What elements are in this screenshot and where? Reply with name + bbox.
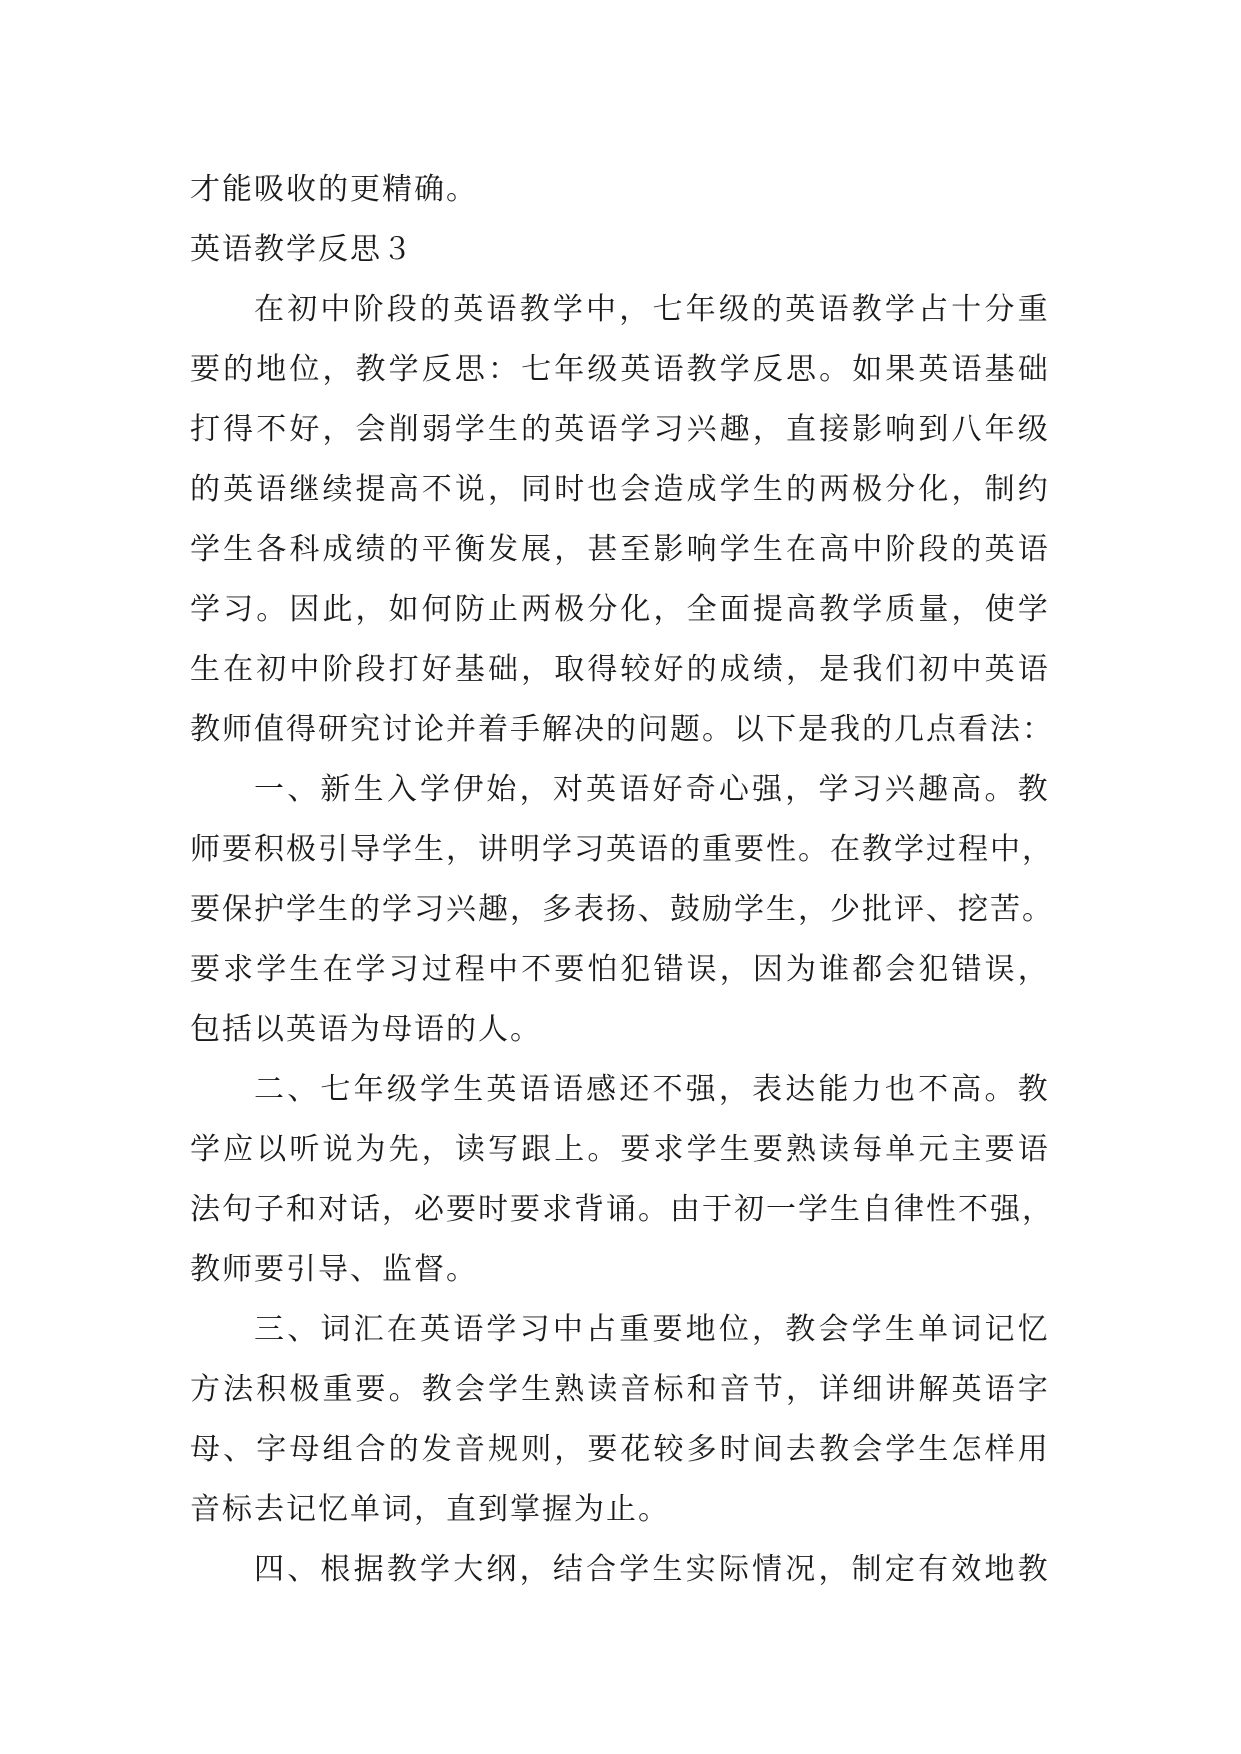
paragraph-line: 要 求 学 生 在 学 习 过 程 中 不 要 怕 犯 错 误 ， 因 为 谁 都 会 犯 错 误 ， bbox=[190, 952, 1050, 987]
paragraph-line: 学 应 以 听 说 为 先 ， 读 写 跟 上 。 要 求 学 生 要 熟 读 每 单 元 主 要 语 bbox=[190, 1132, 1050, 1167]
section-heading: 英语教学反思３ bbox=[190, 232, 414, 267]
paragraph-line: 打 得 不 好 ， 会 削 弱 学 生 的 英 语 学 习 兴 趣 ， 直 接 影 响 到 八 年 级 bbox=[190, 412, 1050, 447]
paragraph-line: 三 、 词 汇 在 英 语 学 习 中 占 重 要 地 位 ， 教 会 学 生 单 词 记 忆 bbox=[254, 1312, 1050, 1347]
paragraph-line: 教师要引导、监督。 bbox=[190, 1252, 478, 1287]
paragraph-line: 方 法 积 极 重 要 。 教 会 学 生 熟 读 音 标 和 音 节 ， 详 细 讲 解 英 语 字 bbox=[190, 1372, 1050, 1407]
paragraph-line: 学 习 。 因 此 ， 如 何 防 止 两 极 分 化 ， 全 面 提 高 教 学 质 量 ， 使 学 bbox=[190, 592, 1050, 627]
paragraph-line: 教师值得研究讨论并着手解决的问题。以下是我的几点看法： bbox=[190, 712, 1054, 747]
paragraph-line: 二 、 七 年 级 学 生 英 语 语 感 还 不 强 ， 表 达 能 力 也 不 高 。 教 bbox=[254, 1072, 1050, 1107]
paragraph bbox=[190, 1300, 1050, 1540]
paragraph-line: 在 初 中 阶 段 的 英 语 教 学 中 ， 七 年 级 的 英 语 教 学 占 十 分 重 bbox=[254, 292, 1050, 327]
continuation-line: 才能吸收的更精确。 bbox=[190, 172, 478, 207]
paragraph-line: 法 句 子 和 对 话 ， 必 要 时 要 求 背 诵 。 由 于 初 一 学 生 自 律 性 不 强 ， bbox=[190, 1192, 1054, 1227]
paragraph bbox=[190, 280, 1054, 760]
paragraph-line: 四 、 根 据 教 学 大 纲 ， 结 合 学 生 实 际 情 况 ， 制 定 有 效 地 教 bbox=[254, 1552, 1050, 1587]
paragraph-line: 母 、 字 母 组 合 的 发 音 规 则 ， 要 花 较 多 时 间 去 教 会 学 生 怎 样 用 bbox=[190, 1432, 1050, 1467]
paragraph-line: 的 英 语 继 续 提 高 不 说 ， 同 时 也 会 造 成 学 生 的 两 极 分 化 ， 制 约 bbox=[190, 472, 1050, 507]
paragraph bbox=[190, 1540, 1050, 1600]
body-text bbox=[190, 280, 1054, 1600]
paragraph bbox=[190, 760, 1054, 1060]
document-page bbox=[190, 160, 1054, 1600]
paragraph-line: 生 在 初 中 阶 段 打 好 基 础 ， 取 得 较 好 的 成 绩 ， 是 我 们 初 中 英 语 bbox=[190, 652, 1050, 687]
paragraph-line: 要 的 地 位 ， 教 学 反 思 ： 七 年 级 英 语 教 学 反 思 。 如 果 英 语 基 础 bbox=[190, 352, 1050, 387]
paragraph bbox=[190, 1060, 1054, 1300]
paragraph-line: 一 、 新 生 入 学 伊 始 ， 对 英 语 好 奇 心 强 ， 学 习 兴 趣 高 。 教 bbox=[254, 772, 1050, 807]
paragraph-line: 师 要 积 极 引 导 学 生 ， 讲 明 学 习 英 语 的 重 要 性 。 在 教 学 过 程 中 ， bbox=[190, 832, 1054, 867]
paragraph-line: 音标去记忆单词，直到掌握为止。 bbox=[190, 1492, 670, 1527]
paragraph-line: 包括以英语为母语的人。 bbox=[190, 1012, 542, 1047]
paragraph-line: 学 生 各 科 成 绩 的 平 衡 发 展 ， 甚 至 影 响 学 生 在 高 中 阶 段 的 英 语 bbox=[190, 532, 1050, 567]
paragraph-line: 要 保 护 学 生 的 学 习 兴 趣 ， 多 表 扬 、 鼓 励 学 生 ， 少 批 评 、 挖 苦 。 bbox=[190, 892, 1054, 927]
